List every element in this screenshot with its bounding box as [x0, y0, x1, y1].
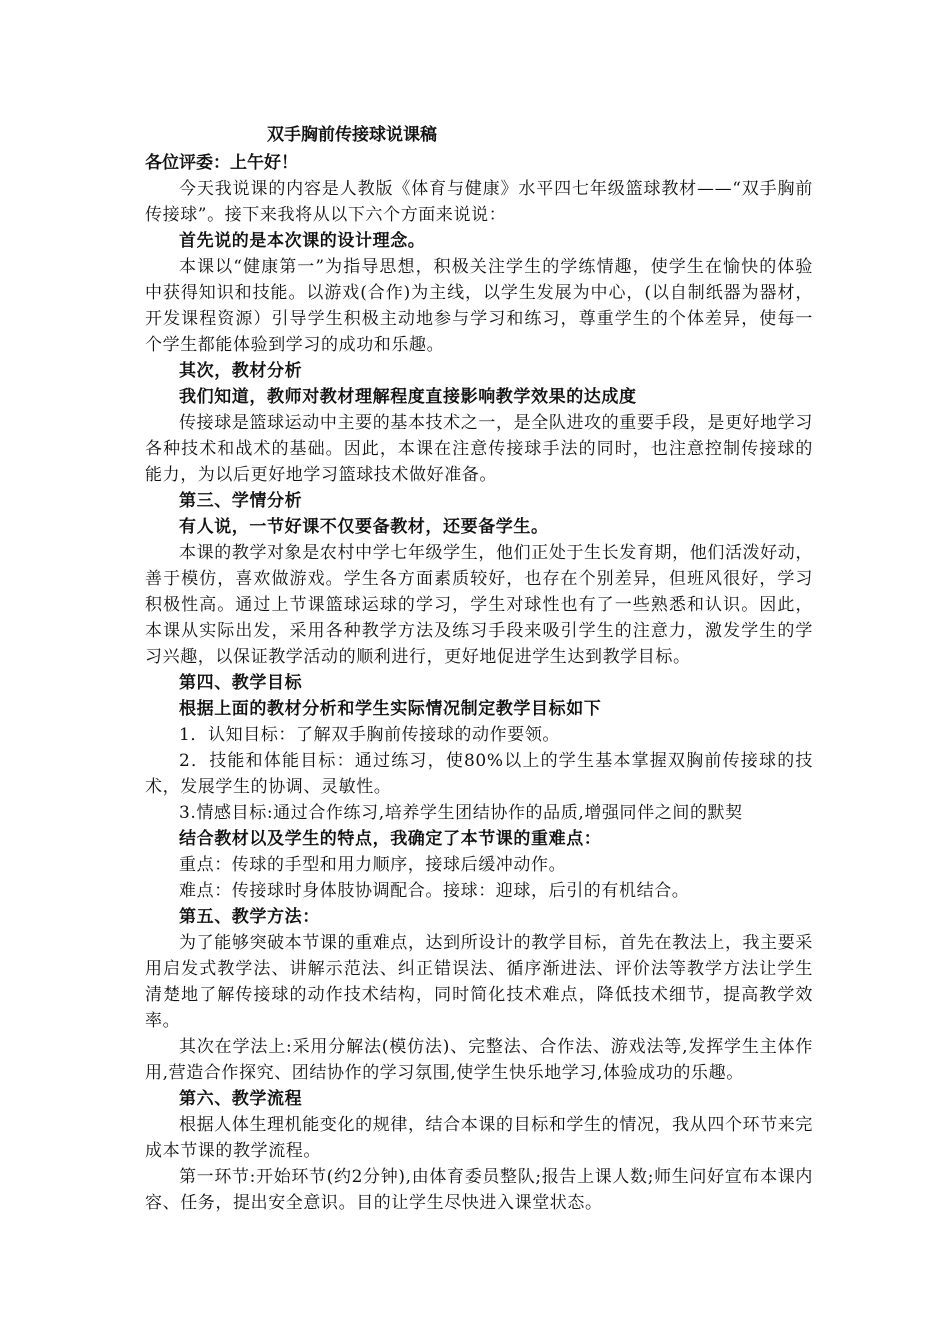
section-heading: 首先说的是本次课的设计理念。 [179, 231, 426, 251]
paragraph: 2．技能和体能目标：通过练习，使80%以上的学生基本掌握双胸前传接球的技术，发展学生的协调、灵敏性。 [145, 751, 813, 797]
paragraph: 为了能够突破本节课的重难点，达到所设计的教学目标，首先在教法上，我主要采用启发式教学法、讲解示范法、纠正错误法、循序渐进法、评价法等教学方法让学生清楚地了解传接球的动作技术结构，同时简化技术难点，降低技术细节，提高教学效率。 [145, 933, 813, 1031]
paragraph: 传接球是篮球运动中主要的基本技术之一，是全队进攻的重要手段，是更好地学习各种技术和战术的基础。因此，本课在注意传接球手法的同时，也注意控制传接球的能力，为以后更好地学习篮球技术做好准备。 [145, 413, 813, 485]
document-page [145, 122, 813, 1216]
paragraph: 根据人体生理机能变化的规律，结合本课的目标和学生的情况，我从四个环节来完成本节课的教学流程。 [145, 1115, 813, 1161]
section-heading: 第五、教学方法： [179, 907, 320, 927]
section-heading: 有人说，一节好课不仅要备教材，还要备学生。 [179, 517, 549, 537]
paragraph: 3.情感目标:通过合作练习,培养学生团结协作的品质,增强同伴之间的默契 [179, 803, 743, 823]
greeting: 各位评委：上午好！ [145, 153, 298, 173]
section-heading: 结合教材以及学生的特点，我确定了本节课的重难点： [179, 829, 602, 849]
section-heading: 第六、教学流程 [179, 1089, 303, 1109]
section-heading: 第四、教学目标 [179, 673, 303, 693]
paragraph: 本课以“健康第一”为指导思想，积极关注学生的学练情趣，使学生在愉快的体验中获得知识和技能。以游戏(合作)为主线，以学生发展为中心，(以自制纸器为器材，开发课程资源）引导学生积极主动地参与学习和练习，尊重学生的个体差异，使每一个学生都能体验到学习的成功和乐趣。 [145, 257, 813, 355]
paragraph: 重点：传球的手型和用力顺序，接球后缓冲动作。 [179, 855, 567, 875]
paragraph: 本课的教学对象是农村中学七年级学生，他们正处于生长发育期，他们活泼好动，善于模仿，喜欢做游戏。学生各方面素质较好，也存在个别差异，但班风很好，学习积极性高。通过上节课篮球运球的学习，学生对球性也有了一些熟悉和认识。因此，本课从实际出发，采用各种教学方法及练习手段来吸引学生的注意力，激发学生的学习兴趣，以保证教学活动的顺利进行，更好地促进学生达到教学目标。 [145, 543, 813, 667]
document-title: 双手胸前传接球说课稿 [267, 125, 437, 145]
section-heading: 根据上面的教材分析和学生实际情况制定教学目标如下 [179, 699, 602, 719]
paragraph: 第一环节:开始环节(约2分钟),由体育委员整队;报告上课人数;师生问好宣布本课内容、任务，提出安全意识。目的让学生尽快进入课堂状态。 [145, 1167, 813, 1213]
section-heading: 其次，教材分析 [179, 361, 303, 381]
paragraph: 今天我说课的内容是人教版《体育与健康》水平四七年级篮球教材——“双手胸前传接球”。接下来我将从以下六个方面来说说： [145, 179, 813, 225]
section-heading: 我们知道，教师对教材理解程度直接影响教学效果的达成度 [179, 387, 637, 407]
paragraph: 难点：传接球时身体肢协调配合。接球：迎球，后引的有机结合。 [179, 881, 690, 901]
document-body [145, 176, 813, 1216]
section-heading: 第三、学情分析 [179, 491, 303, 511]
paragraph: 1．认知目标：了解双手胸前传接球的动作要领。 [179, 725, 561, 745]
paragraph: 其次在学法上:采用分解法(模仿法)、完整法、合作法、游戏法等,发挥学生主体作用,营造合作探究、团结协作的学习氛围,使学生快乐地学习,体验成功的乐趣。 [145, 1037, 813, 1083]
